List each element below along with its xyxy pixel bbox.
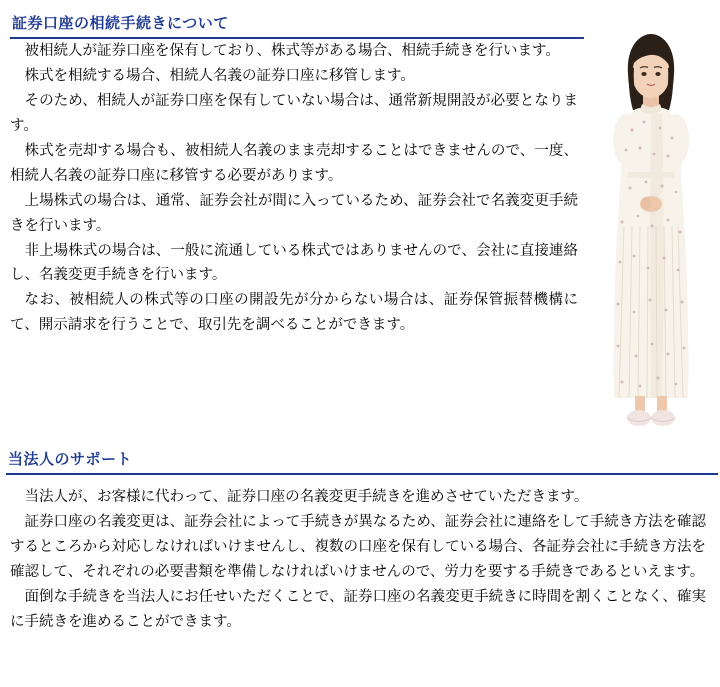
paragraph: 当法人が、お客様に代わって、証券口座の名義変更手続きを進めさせていただきます。 [24, 489, 589, 505]
paragraph: 上場株式の場合は、通常、証券会社が間に入っているため、証券会社で名義変更手続きを行います。 [10, 192, 578, 234]
section-heading-our-support: 当法人のサポート [6, 448, 718, 475]
paragraph: なお、被相続人の株式等の口座の開設先が分からない場合は、証券保管振替機構にて、開示請求を行うことで、取引先を調べることができます。 [10, 292, 578, 334]
section-heading-securities-inheritance: 証券口座の相続手続きについて [10, 12, 584, 39]
section-two [6, 448, 716, 635]
section-two-body [6, 475, 706, 635]
section-one [6, 0, 578, 338]
paragraph: そのため、相続人が証券口座を保有していない場合は、通常新規開設が必要となります。 [10, 92, 578, 134]
woman-standing-photo [588, 26, 714, 438]
paragraph: 被相続人が証券口座を保有しており、株式等がある場合、相続手続きを行います。 [24, 43, 560, 59]
paragraph: 面倒な手続きを当法人にお任せいただくことで、証券口座の名義変更手続きに時間を割くことなく、確実に手続きを進めることができます。 [10, 588, 706, 630]
section-one-body [10, 39, 578, 338]
paragraph: 非上場株式の場合は、一般に流通している株式ではありませんので、会社に直接連絡し、名義変更手続きを行います。 [10, 242, 578, 284]
paragraph: 証券口座の名義変更は、証券会社によって手続きが異なるため、証券会社に連絡をして手続き方法を確認するところから対応しなければいけませんし、複数の口座を保有している場合、各証券会社に手続き方法を確認して、それぞれの必要書類を準備しなければいけませんので、労力を要する手続きであるといえます。 [10, 513, 706, 580]
paragraph: 株式を相続する場合、相続人名義の証券口座に移管します。 [24, 67, 415, 84]
paragraph: 株式を売却する場合も、被相続人名義のまま売却することはできませんので、一度、相続人名義の証券口座に移管する必要があります。 [10, 142, 578, 184]
